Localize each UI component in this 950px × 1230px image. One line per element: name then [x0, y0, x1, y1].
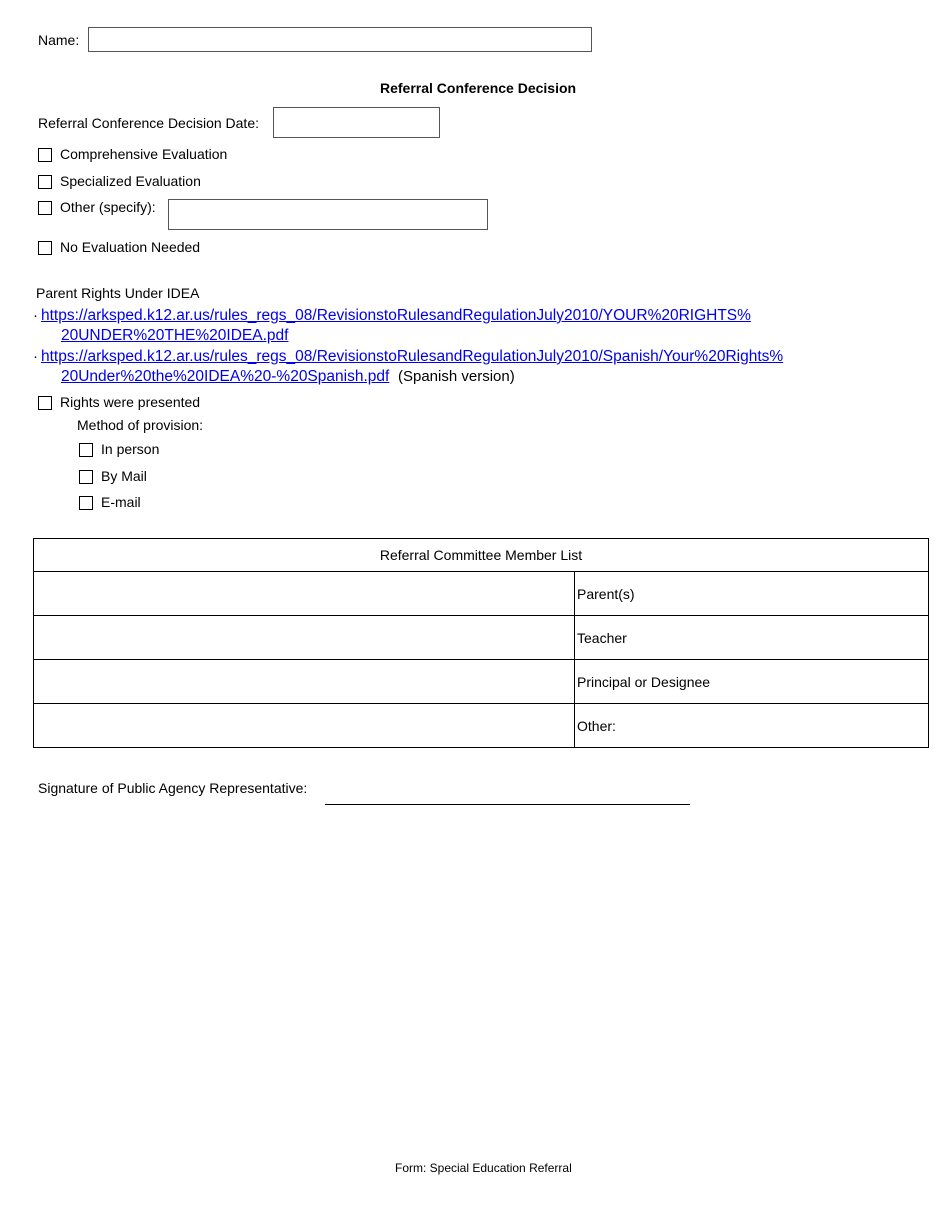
table-row: [34, 616, 929, 660]
comprehensive-evaluation-label: Comprehensive Evaluation: [60, 146, 228, 162]
other-specify-input[interactable]: [168, 199, 488, 230]
decision-date-label: Referral Conference Decision Date:: [38, 115, 259, 131]
section-title: Referral Conference Decision: [380, 80, 577, 96]
no-evaluation-label: No Evaluation Needed: [60, 239, 201, 255]
other-specify-checkbox[interactable]: [38, 201, 52, 215]
member-name-other[interactable]: [34, 704, 575, 748]
signature-line[interactable]: [325, 780, 690, 805]
rights-presented-checkbox[interactable]: [38, 396, 52, 410]
comprehensive-evaluation-checkbox[interactable]: [38, 148, 52, 162]
by-mail-label: By Mail: [101, 468, 147, 484]
by-mail-checkbox[interactable]: [79, 470, 93, 484]
email-checkbox[interactable]: [79, 496, 93, 510]
form-footer: Form: Special Education Referral: [395, 1161, 572, 1175]
decision-date-input[interactable]: [273, 107, 440, 138]
in-person-checkbox[interactable]: [79, 443, 93, 457]
member-role-parent: Parent(s): [575, 572, 929, 616]
in-person-label: In person: [101, 441, 160, 457]
name-label: Name:: [38, 32, 80, 48]
method-of-provision-label: Method of provision:: [77, 417, 204, 433]
rights-link-spanish-line2[interactable]: 20Under%20the%20IDEA%20-%20Spanish.pdf: [61, 368, 390, 385]
other-specify-label: Other (specify):: [60, 199, 156, 215]
parent-rights-heading: Parent Rights Under IDEA: [36, 285, 200, 301]
specialized-evaluation-checkbox[interactable]: [38, 175, 52, 189]
name-input[interactable]: [88, 27, 592, 52]
member-role-other: Other:: [575, 704, 929, 748]
spanish-version-note: (Spanish version): [398, 368, 515, 385]
no-evaluation-checkbox[interactable]: [38, 241, 52, 255]
rights-link-english-line1[interactable]: https://arksped.k12.ar.us/rules_regs_08/RevisionstoRulesandRegulationJuly2010/YOUR%20RIGHTS%: [41, 307, 751, 324]
member-role-teacher: Teacher: [575, 616, 929, 660]
email-label: E-mail: [101, 494, 141, 510]
table-row: [34, 572, 929, 616]
rights-link-spanish-line1[interactable]: https://arksped.k12.ar.us/rules_regs_08/RevisionstoRulesandRegulationJuly2010/Spanish/Your%20Rights%: [41, 348, 784, 365]
member-name-parent[interactable]: [34, 572, 575, 616]
table-row: [34, 704, 929, 748]
committee-table-title: Referral Committee Member List: [34, 539, 929, 572]
committee-member-table: [33, 538, 929, 748]
specialized-evaluation-label: Specialized Evaluation: [60, 173, 201, 189]
rights-link-english-line2[interactable]: 20UNDER%20THE%20IDEA.pdf: [61, 327, 289, 344]
signature-label: Signature of Public Agency Representative:: [38, 780, 308, 796]
member-name-teacher[interactable]: [34, 616, 575, 660]
member-role-principal: Principal or Designee: [575, 660, 929, 704]
rights-presented-label: Rights were presented: [60, 394, 201, 410]
bullet-1: ·: [33, 307, 38, 324]
bullet-2: ·: [33, 348, 38, 365]
table-row: [34, 660, 929, 704]
member-name-principal[interactable]: [34, 660, 575, 704]
